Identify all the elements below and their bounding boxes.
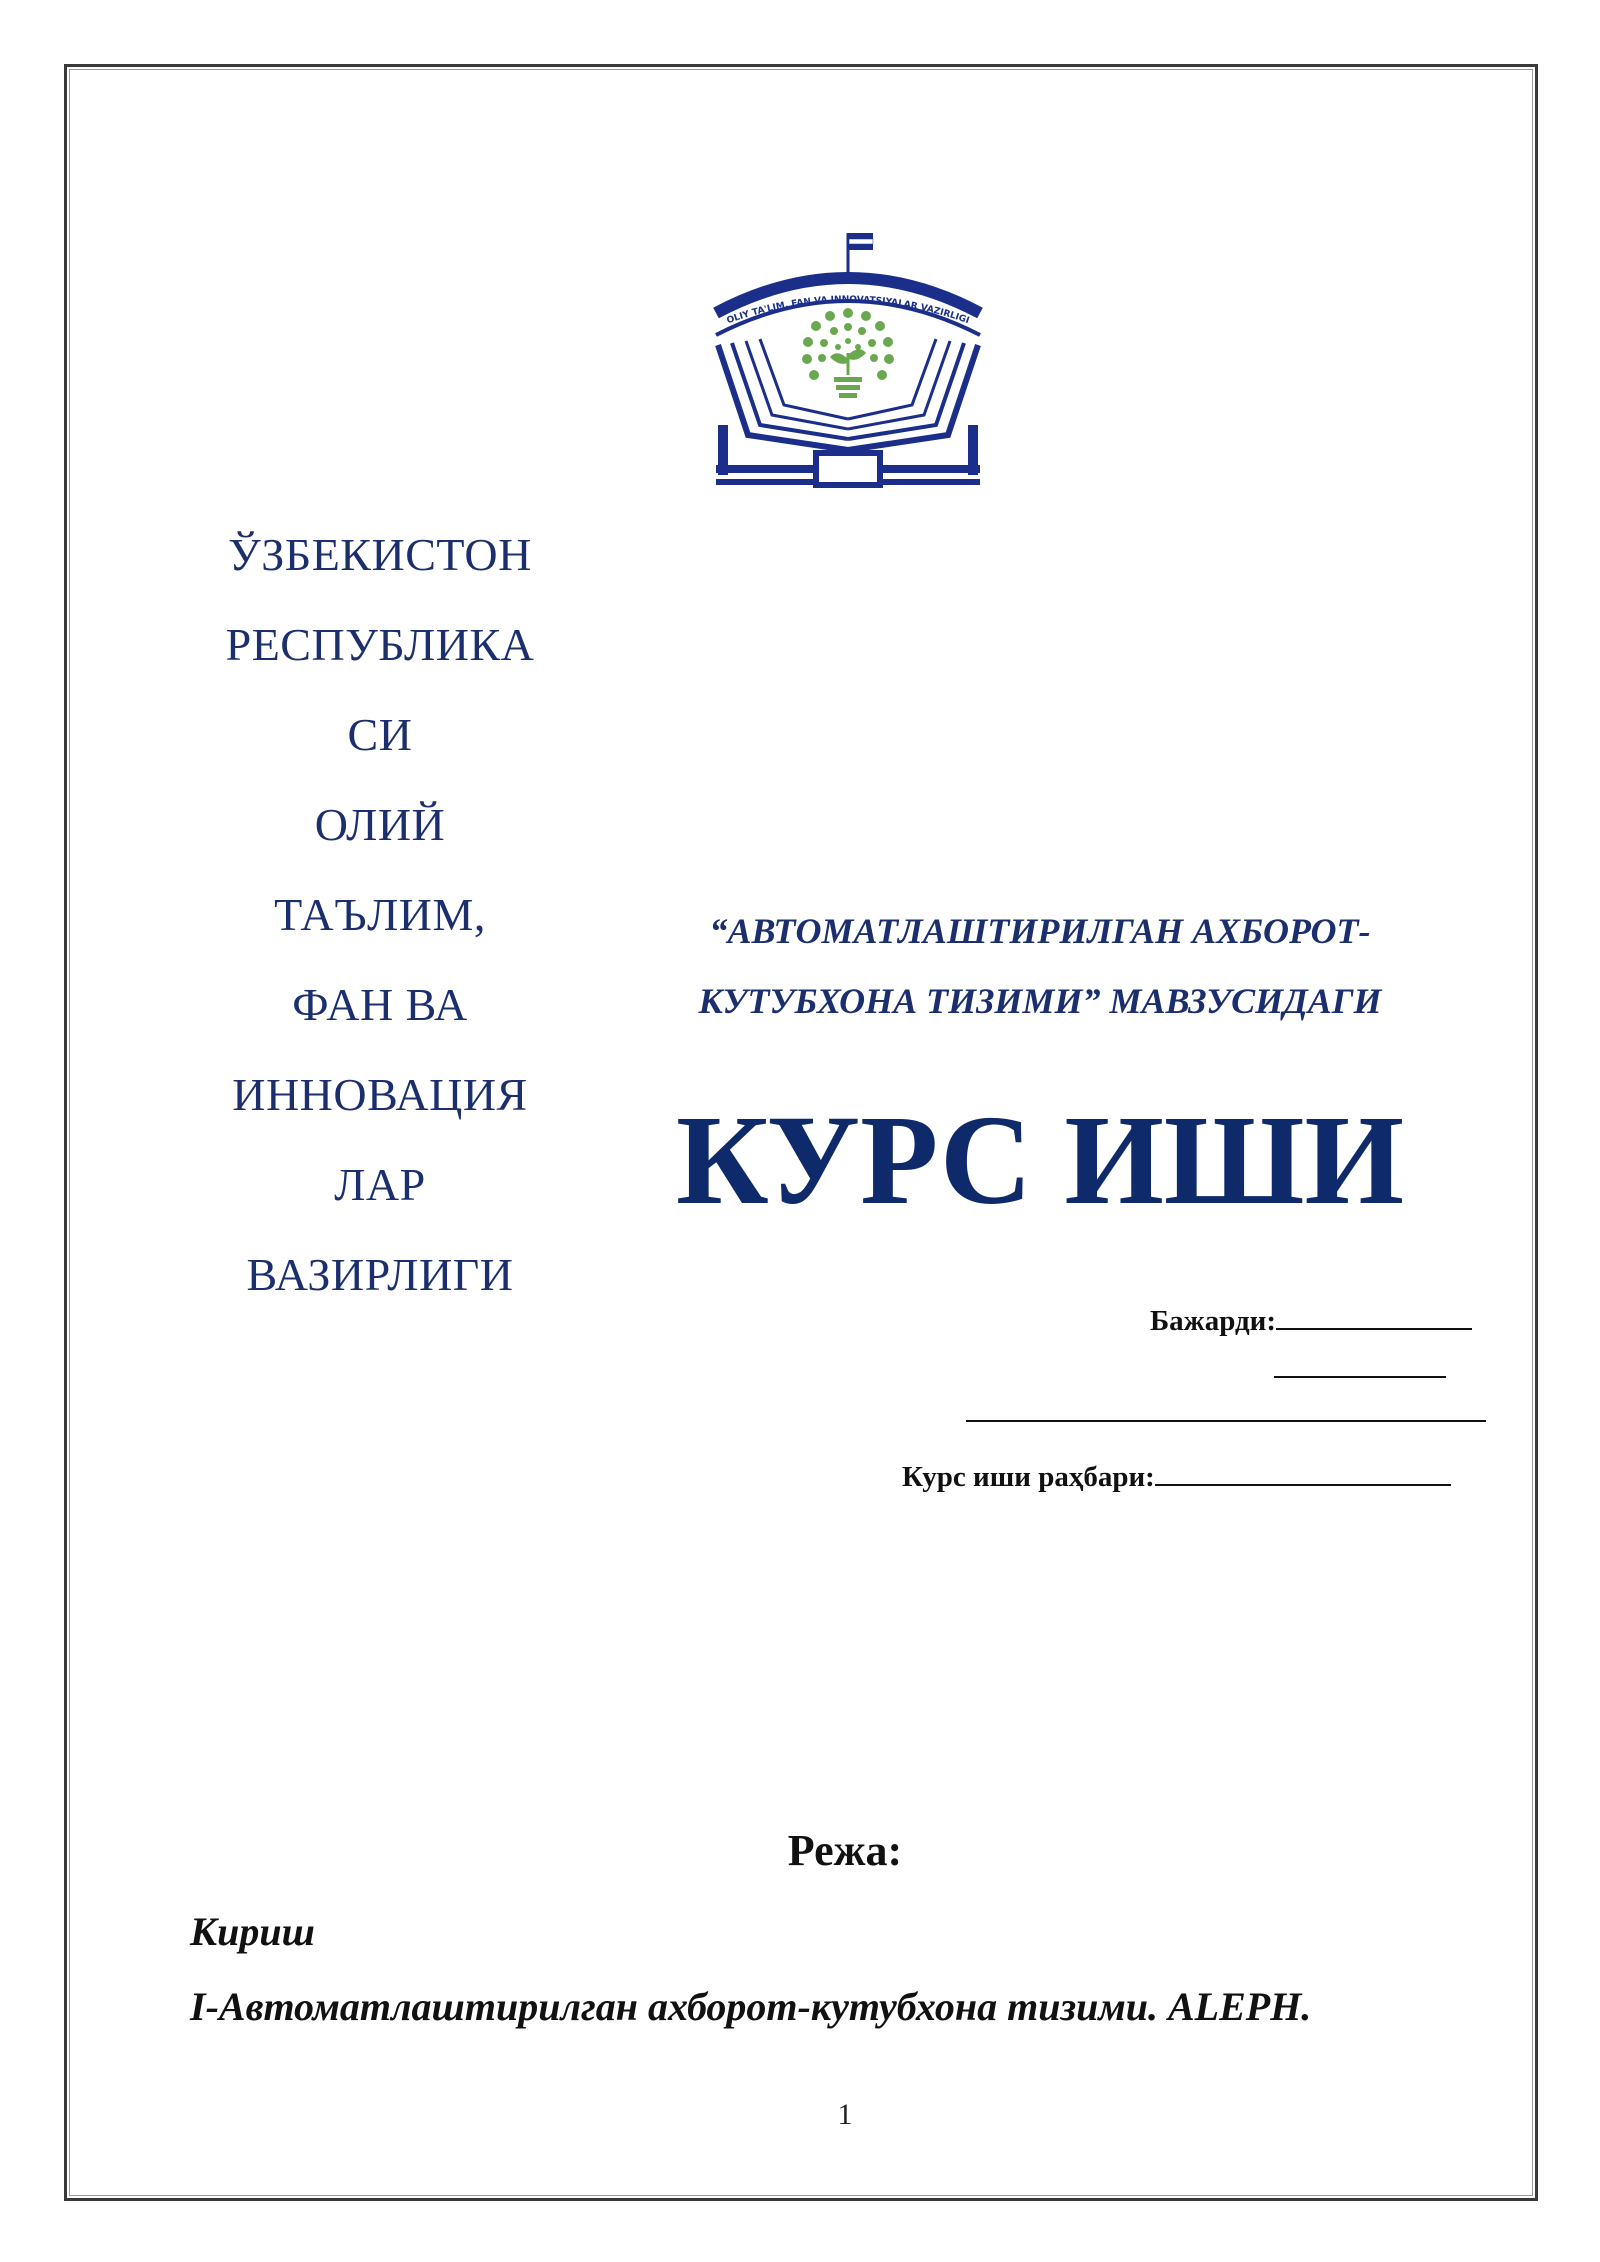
- ministry-line: ЎЗБЕКИСТОН: [228, 529, 532, 580]
- ministry-line: ФАН ВА: [292, 979, 468, 1030]
- signature-blank-long: [966, 1392, 1486, 1422]
- ministry-name: [180, 520, 580, 1330]
- plan-title: Режа:: [787, 1826, 903, 1875]
- signature-blank-row: [1274, 1348, 1446, 1386]
- supervisor-blank: [1155, 1456, 1451, 1486]
- performed-by-blank: [1276, 1300, 1472, 1330]
- ministry-line: ВАЗИРЛИГИ: [246, 1249, 514, 1300]
- document-title: КУРС ИШИ: [675, 1089, 1405, 1231]
- supervisor-label: Курс иши раҳбари:: [902, 1461, 1155, 1493]
- plan-item: Кириш: [190, 1909, 315, 1954]
- page-number: 1: [837, 2098, 853, 2131]
- signature-blank: [1274, 1348, 1446, 1378]
- supervisor-row: [902, 1456, 1451, 1494]
- logo-arc-text-1: O'ZBEKISTON RESPUBLIKASI: [766, 272, 930, 299]
- performed-by-label: Бажарди:: [1150, 1305, 1276, 1337]
- topic-line-1: “АВТОМАТЛАШТИРИЛГАН АХБОРОТ-: [709, 911, 1371, 951]
- signature-blank-row-long: [966, 1392, 1486, 1430]
- performed-by-row: [1150, 1300, 1472, 1338]
- logo-arc-text-2: OLIY TA'LIM, FAN VA INNOVATSIYALAR VAZIRLIGI: [725, 294, 971, 327]
- ministry-line: ОЛИЙ: [314, 799, 446, 850]
- ministry-line: СИ: [347, 709, 413, 760]
- lightbulb-tree-icon: [802, 308, 894, 398]
- topic-heading: [640, 896, 1440, 1036]
- ministry-logo: [708, 225, 988, 495]
- ministry-line: РЕСПУБЛИКА: [225, 619, 535, 670]
- ministry-line: ИННОВАЦИЯ: [232, 1069, 528, 1120]
- plan-item: I-Автоматлаштирилган ахборот-кутубхона тизими. ALEPH.: [190, 1984, 1312, 2029]
- topic-line-2: КУТУБХОНА ТИЗИМИ” МАВЗУСИДАГИ: [698, 981, 1382, 1021]
- ministry-line: ЛАР: [334, 1159, 426, 1210]
- ministry-line: ТАЪЛИМ,: [274, 889, 486, 940]
